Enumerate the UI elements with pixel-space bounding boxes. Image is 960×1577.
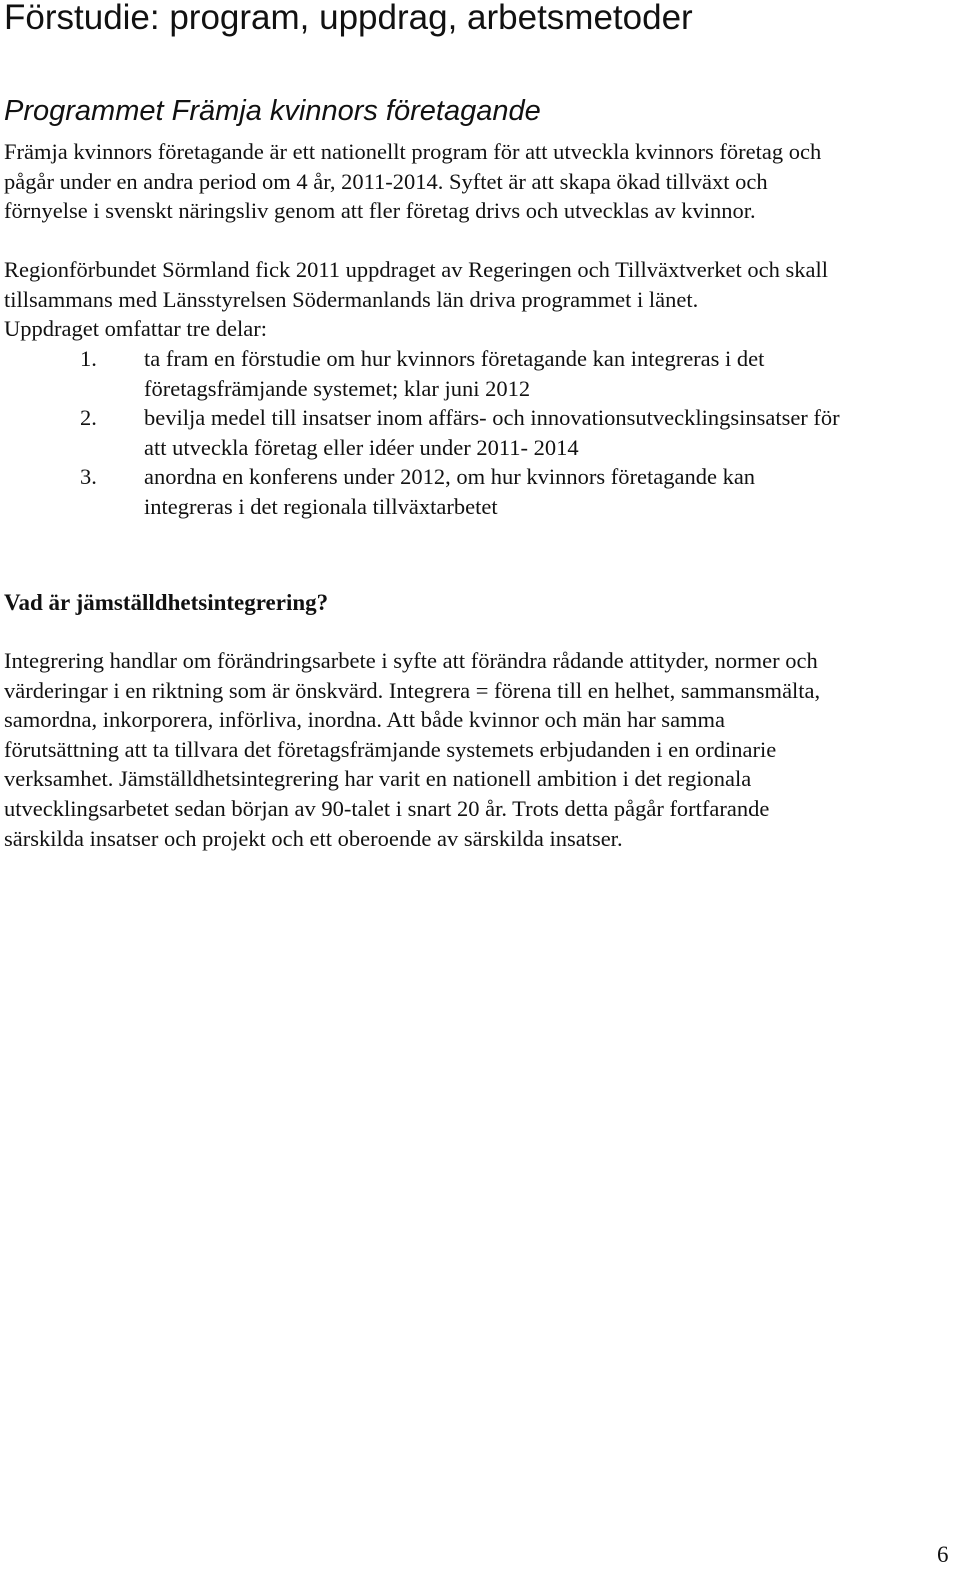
paragraph-line: Främja kvinnors företagande är ett nationellt program för att utveckla kvinnors företag och [4,139,822,164]
paragraph-line: pågår under en andra period om 4 år, 2011-2014. Syftet är att skapa ökad tillväxt och [4,168,768,194]
paragraph-line: särskilda insatser och projekt och ett oberoende av särskilda insatser. [4,825,623,851]
paragraph-line: förutsättning att ta tillvara det företagsfrämjande systemets erbjudanden i en ordinarie [4,736,777,762]
list-item-text [144,403,954,462]
paragraph-line: värderingar i en riktning som är önskvärd. Integrera = förena till en helhet, sammansmälta, [4,677,821,703]
assignment-parts-list [4,344,954,522]
section-heading-program: Programmet Främja kvinnors företagande [4,95,541,127]
list-item-number: 3. [80,464,97,490]
list-item-line: integreras i det regionala tillväxtarbetet [144,493,498,519]
list-item [4,462,954,521]
paragraph-line: Uppdraget omfattar tre delar: [4,316,268,342]
page-title: Förstudie: program, uppdrag, arbetsmetoder [4,0,693,37]
list-item-line: anordna en konferens under 2012, om hur kvinnors företagande kan [144,464,756,490]
list-item [4,403,954,462]
paragraph-line: Regionförbundet Sörmland fick 2011 uppdraget av Regeringen och Tillväxtverket och skall [4,257,828,282]
list-item [4,344,954,403]
list-item-line: att utveckla företag eller idéer under 2011- 2014 [144,434,579,460]
paragraph-line: tillsammans med Länsstyrelsen Södermanlands län driva programmet i länet. [4,286,699,312]
list-item-text [144,344,954,403]
paragraph-program-intro [4,137,954,226]
list-item-number: 1. [80,346,97,371]
list-item-number: 2. [80,405,97,431]
paragraph-line: verksamhet. Jämställdhetsintegrering har varit en nationell ambition i det regionala [4,766,752,792]
list-item-text [144,462,954,521]
page-number: 6 [937,1542,949,1567]
section-heading-gender-mainstreaming: Vad är jämställdhetsintegrering? [4,590,329,615]
list-item-line: bevilja medel till insatser inom affärs- och innovationsutvecklingsinsatser för [144,405,840,431]
paragraph-line: Integrering handlar om förändringsarbete i syfte att förändra rådande attityder, normer och [4,648,818,673]
list-item-line: ta fram en förstudie om hur kvinnors företagande kan integreras i det [144,346,765,371]
paragraph-assignment [4,255,954,344]
paragraph-line: förnyelse i svenskt näringsliv genom att fler företag drivs och utvecklas av kvinnor. [4,198,756,224]
paragraph-line: utvecklingsarbetet sedan början av 90-talet i snart 20 år. Trots detta pågår fortfarande [4,795,770,821]
paragraph-line: samordna, inkorporera, införliva, inordna. Att både kvinnor och män har samma [4,707,726,733]
list-item-line: företagsfrämjande systemet; klar juni 2012 [144,375,531,401]
paragraph-gender-mainstreaming [4,646,954,853]
